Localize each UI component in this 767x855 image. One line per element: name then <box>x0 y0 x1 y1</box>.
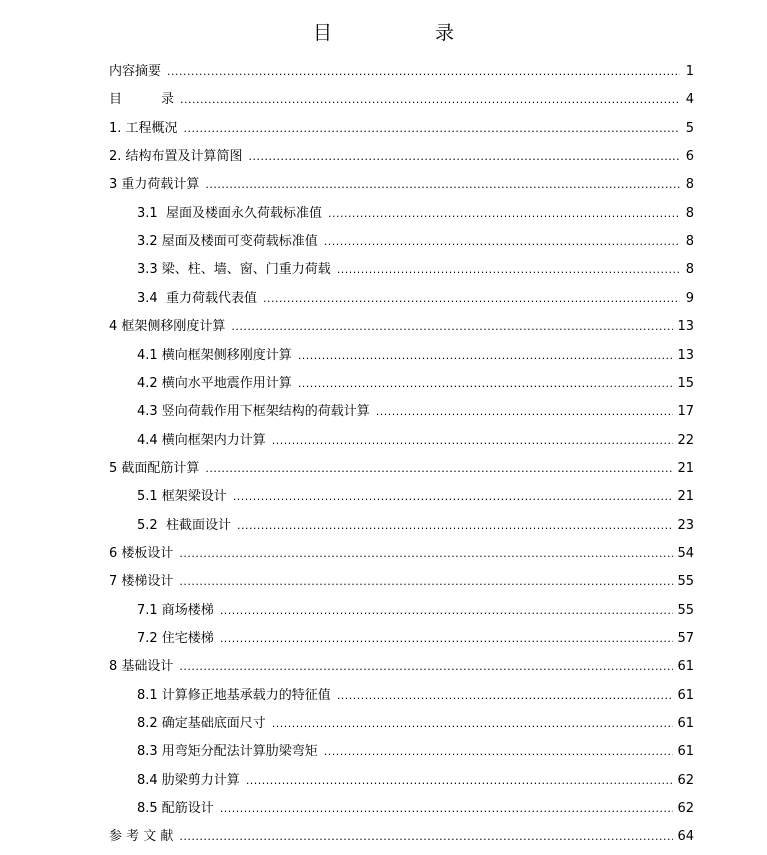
toc-entry[interactable] <box>137 402 694 422</box>
toc-leader-dots <box>337 260 680 280</box>
toc-leader-dots <box>249 147 680 167</box>
toc-entry-page-number: 6 <box>685 149 694 165</box>
toc-entry-page-number: 8 <box>685 262 694 278</box>
toc-leader-dots <box>179 544 673 564</box>
toc-entry-page-number: 62 <box>677 801 694 817</box>
toc-entry-page-number: 21 <box>677 460 694 476</box>
toc-entry-label: 3 重力荷载计算 <box>109 177 200 193</box>
toc-entry-page-number: 5 <box>685 120 694 136</box>
toc-leader-dots <box>298 346 674 366</box>
toc-entry-label: 7.1 商场楼梯 <box>137 602 214 618</box>
toc-entry-page-number: 4 <box>685 92 694 108</box>
toc-entry-label: 4.1 横向框架侧移刚度计算 <box>137 347 292 363</box>
toc-entry[interactable] <box>137 204 694 224</box>
toc-entry-label: 3.2 屋面及楼面可变荷载标准值 <box>137 234 318 250</box>
toc-entry-page-number: 62 <box>677 772 694 788</box>
toc-entry[interactable] <box>137 516 694 536</box>
toc-entry[interactable] <box>109 62 694 82</box>
toc-entry-label: 4.2 横向水平地震作用计算 <box>137 375 292 391</box>
toc-leader-dots <box>237 516 674 536</box>
toc-entry-page-number: 8 <box>685 234 694 250</box>
toc-entry-page-number: 13 <box>677 319 694 335</box>
toc-leader-dots <box>220 629 674 649</box>
toc-entry-label: 5.1 框架梁设计 <box>137 489 227 505</box>
toc-entry-page-number: 8 <box>685 177 694 193</box>
toc-entry-label: 8.5 配筋设计 <box>137 801 214 817</box>
toc-entry-label: 8.2 确定基础底面尺寸 <box>137 716 266 732</box>
toc-entry[interactable] <box>109 317 694 337</box>
toc-entry[interactable] <box>137 289 694 309</box>
toc-entry[interactable] <box>137 742 694 762</box>
toc-entry[interactable] <box>137 260 694 280</box>
toc-entry-page-number: 54 <box>677 545 694 561</box>
toc-leader-dots <box>180 90 680 110</box>
toc-leader-dots <box>376 402 674 422</box>
toc-entry[interactable] <box>109 119 694 139</box>
toc-entry-label: 5.2 柱截面设计 <box>137 517 231 533</box>
toc-leader-dots <box>246 771 674 791</box>
toc-entry-label: 6 楼板设计 <box>109 545 174 561</box>
toc-entry[interactable] <box>109 147 694 167</box>
toc-entry-page-number: 17 <box>677 404 694 420</box>
toc-leader-dots <box>179 657 673 677</box>
toc-leader-dots <box>231 317 673 337</box>
toc-leader-dots <box>298 374 674 394</box>
toc-entry-page-number: 1 <box>685 64 694 79</box>
toc-entry-label: 目 录 <box>109 92 175 108</box>
toc-entry-label: 8 基础设计 <box>109 659 174 675</box>
toc-entry-label: 4 框架侧移刚度计算 <box>109 319 226 335</box>
toc-entry-page-number: 55 <box>677 574 694 590</box>
toc-entry-page-number: 55 <box>677 602 694 618</box>
page-title: 目 录 <box>312 22 496 44</box>
toc-entry-label: 2. 结构布置及计算简图 <box>109 149 243 165</box>
toc-entry[interactable] <box>109 90 694 110</box>
toc-entry-page-number: 61 <box>677 687 694 703</box>
toc-leader-dots <box>179 572 673 592</box>
toc-leader-dots <box>205 175 680 195</box>
toc-leader-dots <box>220 799 674 819</box>
toc-leader-dots <box>205 459 673 479</box>
toc-entry-label: 7.2 住宅楼梯 <box>137 631 214 646</box>
toc-leader-dots <box>324 742 674 762</box>
toc-entry[interactable] <box>109 657 694 677</box>
toc-entry-page-number: 61 <box>677 744 694 760</box>
toc-leader-dots <box>337 686 674 706</box>
toc-entry-page-number: 15 <box>677 375 694 391</box>
toc-leader-dots <box>324 232 680 252</box>
toc-entry-label: 4.3 竖向荷载作用下框架结构的荷载计算 <box>137 404 370 420</box>
toc-entry[interactable] <box>137 431 694 451</box>
toc-entry[interactable] <box>137 771 694 791</box>
toc-entry[interactable] <box>137 487 694 507</box>
toc-entry[interactable] <box>109 572 694 592</box>
toc-entry-label: 4.4 横向框架内力计算 <box>137 432 266 448</box>
toc-entry[interactable] <box>137 686 694 706</box>
toc-leader-dots <box>328 204 680 224</box>
toc-entry-page-number: 22 <box>677 432 694 448</box>
toc-entry-page-number: 61 <box>677 716 694 732</box>
toc-entry-page-number: 64 <box>677 829 694 845</box>
toc-leader-dots <box>220 601 674 621</box>
toc-entry[interactable] <box>137 232 694 252</box>
toc-entry-label: 5 截面配筋计算 <box>109 460 200 476</box>
toc-entry-label: 3.3 梁、柱、墙、窗、门重力荷载 <box>137 262 331 278</box>
toc-entry-page-number: 8 <box>685 205 694 221</box>
toc-entry[interactable] <box>109 175 694 195</box>
toc-entry-page-number: 57 <box>677 631 694 646</box>
toc-entry[interactable] <box>137 374 694 394</box>
toc-leader-dots <box>179 827 673 847</box>
toc-leader-dots <box>184 119 680 139</box>
toc-entry-page-number: 21 <box>677 489 694 505</box>
toc-entry-label: 3.1 屋面及楼面永久荷载标准值 <box>137 205 322 221</box>
toc-entry[interactable] <box>137 346 694 366</box>
toc-leader-dots <box>272 714 674 734</box>
toc-leader-dots <box>233 487 674 507</box>
toc-entry-label: 1. 工程概况 <box>109 120 178 136</box>
toc-entry[interactable] <box>137 629 694 649</box>
toc-entry[interactable] <box>137 714 694 734</box>
toc-entry-label: 7 楼梯设计 <box>109 574 174 590</box>
toc-leader-dots <box>272 431 674 451</box>
toc-entry-page-number: 23 <box>677 517 694 533</box>
toc-leader-dots <box>263 289 680 309</box>
toc-entry[interactable] <box>109 544 694 564</box>
toc-entry[interactable] <box>137 799 694 819</box>
toc-entry[interactable] <box>109 459 694 479</box>
toc-entry-label: 8.4 肋梁剪力计算 <box>137 772 240 788</box>
toc-entry[interactable] <box>137 601 694 621</box>
toc-entry-label: 内容摘要 <box>109 64 162 79</box>
toc-entry-label: 参 考 文 献 <box>109 829 174 845</box>
toc-entry-label: 3.4 重力荷载代表值 <box>137 290 257 306</box>
toc-entry-label: 8.3 用弯矩分配法计算肋梁弯矩 <box>137 744 318 760</box>
toc-leader-dots <box>167 62 680 82</box>
toc-entry-page-number: 9 <box>685 290 694 306</box>
toc-entry-page-number: 13 <box>677 347 694 363</box>
toc-entry[interactable] <box>109 827 694 847</box>
toc-entry-label: 8.1 计算修正地基承载力的特征值 <box>137 687 331 703</box>
toc-entry-page-number: 61 <box>677 659 694 675</box>
